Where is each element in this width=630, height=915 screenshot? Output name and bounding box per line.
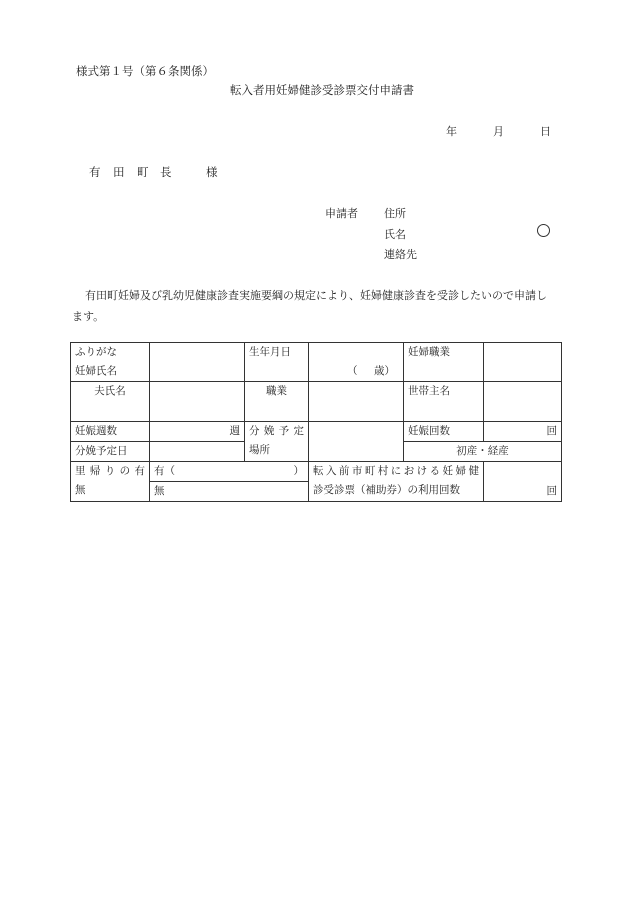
pregnancy-count-field[interactable] — [484, 422, 562, 442]
contact-label: 連絡先 — [384, 248, 417, 261]
homecoming-label-2: 無 — [75, 484, 86, 496]
prior-use-label-1: 転入前市町村における妊婦健 — [313, 465, 479, 477]
gestation-weeks-label: 妊娠週数 — [71, 422, 150, 442]
prior-times-unit: 回 — [546, 485, 557, 497]
due-date-field[interactable] — [150, 442, 245, 462]
form-number: 様式第１号（第６条関係） — [76, 64, 214, 78]
due-date-label: 分娩予定日 — [71, 442, 150, 462]
table-row — [71, 422, 562, 442]
homecoming-no-option[interactable]: 無 — [150, 482, 309, 502]
age-close: 歳） — [374, 365, 395, 377]
furigana-name-label — [71, 343, 150, 382]
household-head-label: 世帯主名 — [404, 382, 484, 422]
table-row — [71, 382, 562, 422]
furigana-label: ふりがな — [75, 346, 117, 358]
husband-name-field[interactable] — [150, 382, 245, 422]
times-unit: 回 — [546, 425, 557, 437]
addressee-char: 町 — [137, 165, 149, 179]
addressee-char: 田 — [113, 165, 125, 179]
addressee-char: 長 — [160, 165, 172, 179]
delivery-place-label — [245, 422, 309, 462]
pregnancy-count-label: 妊娠回数 — [404, 422, 484, 442]
age-open: （ — [347, 365, 358, 377]
birth-date-label: 生年月日 — [245, 343, 309, 382]
name-label: 氏名 — [384, 228, 406, 241]
addressee-honorific: 様 — [206, 165, 218, 179]
weeks-unit: 週 — [229, 425, 240, 437]
occupation-field[interactable] — [309, 382, 404, 422]
pregnant-occupation-field[interactable] — [484, 343, 562, 382]
prior-use-label — [309, 462, 484, 502]
delivery-place-label-2: 場所 — [249, 444, 270, 456]
application-form-table — [70, 342, 562, 502]
yes-close: ） — [293, 465, 304, 477]
addressee-char: 有 — [89, 165, 101, 179]
table-row — [71, 343, 562, 382]
date-day-label: 日 — [540, 125, 551, 138]
homecoming-label-1: 里帰りの有 — [75, 465, 145, 477]
pregnant-name-label: 妊婦氏名 — [75, 365, 117, 377]
address-label: 住所 — [384, 207, 406, 220]
date-month-label: 月 — [493, 125, 504, 138]
parity-option[interactable]: 初産・経産 — [404, 442, 562, 462]
applicant-label: 申請者 — [325, 207, 358, 220]
yes-label: 有（ — [154, 465, 175, 477]
prior-use-count-field[interactable] — [484, 462, 562, 502]
homecoming-label — [71, 462, 150, 502]
birth-date-field[interactable] — [309, 343, 404, 382]
seal-mark — [537, 224, 550, 237]
occupation-label: 職業 — [245, 382, 309, 422]
pregnant-name-field[interactable] — [150, 343, 245, 382]
homecoming-yes-option[interactable] — [150, 462, 309, 482]
delivery-place-label-1: 分娩予定 — [249, 425, 304, 437]
delivery-place-field[interactable] — [309, 422, 404, 462]
pregnant-occupation-label: 妊婦職業 — [404, 343, 484, 382]
gestation-weeks-field[interactable] — [150, 422, 245, 442]
date-year-label: 年 — [446, 125, 457, 138]
husband-name-label: 夫氏名 — [71, 382, 150, 422]
table-row — [71, 462, 562, 482]
document-title: 転入者用妊婦健診受診票交付申請書 — [230, 83, 414, 97]
household-head-field[interactable] — [484, 382, 562, 422]
application-statement: 有田町妊婦及び乳幼児健康診査実施要綱の規定により、妊婦健康診査を受診したいので申請します。 — [72, 289, 547, 323]
prior-use-label-2: 診受診票（補助券）の利用回数 — [313, 484, 460, 496]
